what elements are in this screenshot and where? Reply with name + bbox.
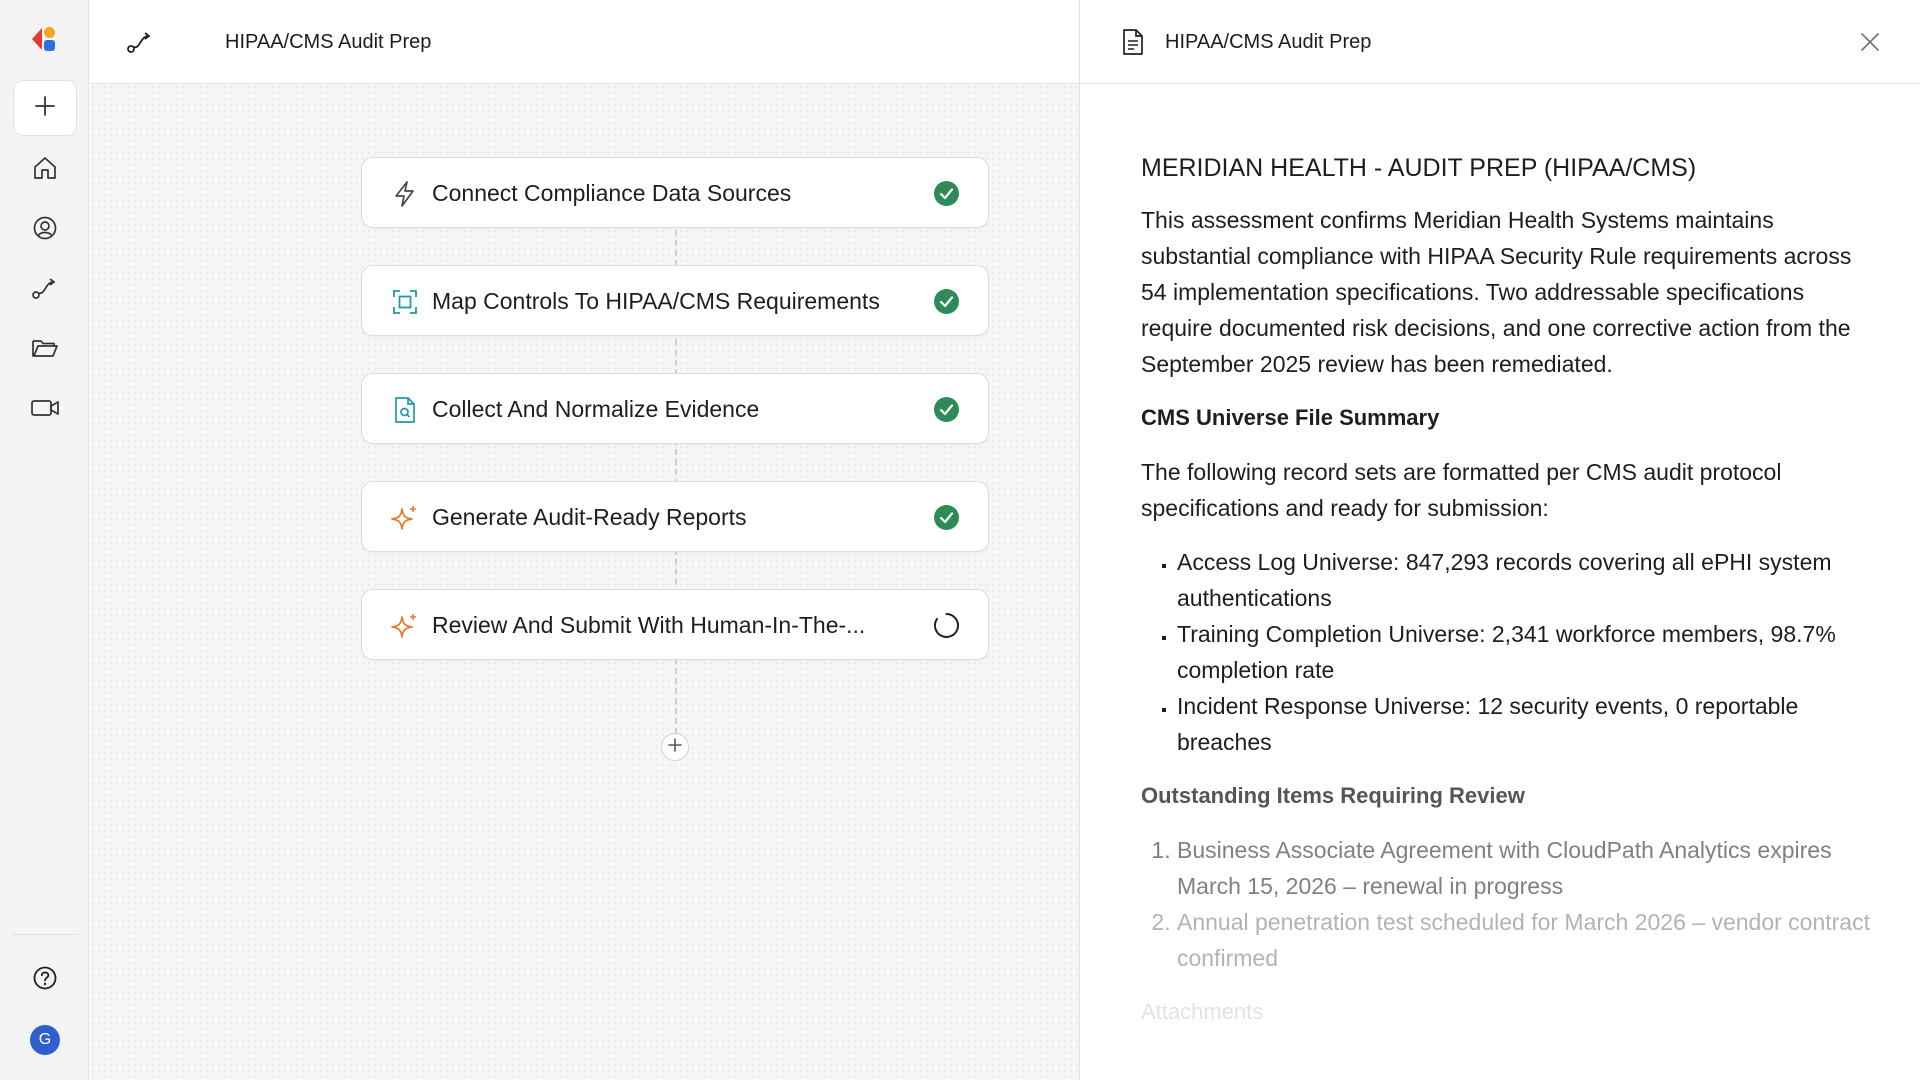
workflow-canvas [90,0,1079,1080]
workflow-step[interactable] [361,265,989,336]
document-heading: MERIDIAN HEALTH - AUDIT PREP (HIPAA/CMS) [1141,154,1697,182]
document-content [1141,150,1871,1048]
panel-header [1080,0,1920,84]
workflow-step[interactable] [361,373,989,444]
close-icon[interactable] [1856,28,1884,56]
check-circle-icon [933,504,960,531]
home-icon[interactable] [29,152,61,184]
section-heading: Attachments [1141,999,1264,1024]
avatar[interactable]: G [30,1025,60,1055]
step-label: Generate Audit-Ready Reports [432,504,747,530]
sparkle-icon [391,612,419,640]
document-search-icon [391,396,419,424]
scan-icon [391,288,419,316]
panel-title: HIPAA/CMS Audit Prep [1165,31,1372,53]
list-item: ▪ Incident Response Universe: 12 security events, 0 reportable breaches [1177,688,1871,760]
step-label: Collect And Normalize Evidence [432,396,760,422]
numbered-list [1177,832,1871,976]
video-icon[interactable] [29,392,61,424]
workflow-step[interactable] [361,589,989,660]
check-circle-icon [933,396,960,423]
list-item: 2. Annual penetration test scheduled for March 2026 – vendor contract confirmed [1177,904,1871,976]
workflow-icon[interactable] [29,272,61,304]
step-label: Review And Submit With Human-In-The-... [432,612,866,638]
sparkle-icon [391,504,419,532]
document-intro: This assessment confirms Meridian Health Systems maintains substantial compliance with HIPAA Security Rule requirements across 54 implementation specifications. Two addressable specifications require documented risk decisions, and one corrective action from the September 2025 review has been remediated. [1141,207,1852,377]
add-step-button[interactable] [661,733,689,761]
list-item: ▪ Training Completion Universe: 2,341 workforce members, 98.7% completion rate [1177,616,1871,688]
list-item: ▪ Access Log Universe: 847,293 records covering all ePHI system authentications [1177,544,1871,616]
list-item: 1. Business Associate Agreement with CloudPath Analytics expires March 15, 2026 – renewal in progress [1177,832,1871,904]
rail-divider [12,934,78,935]
folder-icon[interactable] [29,332,61,364]
lightning-icon [391,180,419,208]
plus-icon [667,737,683,758]
document-icon [1120,28,1146,56]
step-label: Connect Compliance Data Sources [432,180,792,206]
section-heading: CMS Universe File Summary [1141,405,1440,430]
left-rail [0,0,89,1080]
help-icon[interactable] [29,962,61,994]
section-heading: Outstanding Items Requiring Review [1141,783,1525,808]
user-circle-icon[interactable] [29,212,61,244]
plus-icon [33,94,57,123]
check-circle-icon [933,180,960,207]
workflow-step[interactable] [361,157,989,228]
app-logo[interactable] [30,24,60,54]
loading-spinner-icon [933,612,960,639]
bullet-list [1177,544,1871,760]
workflow-icon [125,28,155,56]
section-paragraph: The following record sets are formatted per CMS audit protocol specifications and ready for submission: [1141,459,1782,521]
workflow-title: HIPAA/CMS Audit Prep [225,31,432,53]
workflow-step[interactable] [361,481,989,552]
check-circle-icon [933,288,960,315]
new-button[interactable] [13,80,77,136]
canvas-header [90,0,1079,84]
document-panel [1079,0,1920,1080]
step-label: Map Controls To HIPAA/CMS Requirements [432,288,880,314]
